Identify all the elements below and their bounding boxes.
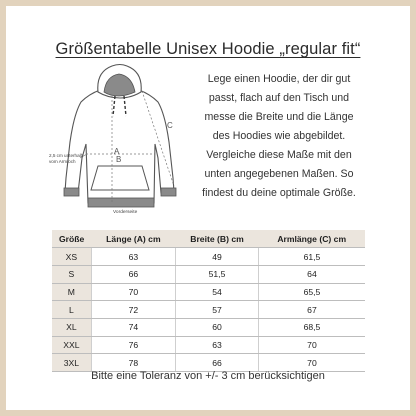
cell-sleeve: 64 <box>258 265 365 283</box>
cuff-right <box>161 188 176 196</box>
cell-length: 72 <box>91 301 175 319</box>
instructions-text: Lege einen Hoodie, der dir gut passt, flach auf den Tisch und messe die Breite und die Länge des Hoodies wie abgebildet. Vergleiche diese Maße mit den unten angegebenen Maßen. So findest du deine optimale Größe. <box>202 73 356 199</box>
label-b: B <box>116 155 122 164</box>
cell-size: XXL <box>52 336 91 354</box>
table-row <box>52 283 365 301</box>
table-row <box>52 318 365 336</box>
tolerance-note: Bitte eine Toleranz von +/- 3 cm berücksichtigen <box>91 370 325 382</box>
cell-sleeve: 67 <box>258 301 365 319</box>
cell-length: 70 <box>91 283 175 301</box>
cell-width: 51,5 <box>176 265 259 283</box>
cell-size: L <box>52 301 91 319</box>
cuff-left <box>64 188 79 196</box>
header-size: Größe <box>52 230 91 248</box>
hoodie-diagram <box>46 58 194 220</box>
cell-sleeve: 68,5 <box>258 318 365 336</box>
cell-width: 57 <box>176 301 259 319</box>
cell-size: XL <box>52 318 91 336</box>
cell-length: 66 <box>91 265 175 283</box>
cell-length: 76 <box>91 336 175 354</box>
measure-note: 2,5 cm unterhalb vom Armloch <box>49 153 84 164</box>
cell-sleeve: 70 <box>258 354 365 372</box>
table-row <box>52 248 365 266</box>
header-sleeve: Armlänge (C) cm <box>258 230 365 248</box>
table-header-row <box>52 230 365 248</box>
cell-sleeve: 70 <box>258 336 365 354</box>
table-row <box>52 265 365 283</box>
cell-sleeve: 65,5 <box>258 283 365 301</box>
cell-width: 49 <box>176 248 259 266</box>
size-table <box>52 230 365 372</box>
front-side-label: Vorderseite <box>113 210 138 215</box>
hoodie-body <box>65 90 174 203</box>
cell-size: S <box>52 265 91 283</box>
page-title: Größentabelle Unisex Hoodie „regular fit“ <box>55 40 361 58</box>
table-row <box>52 336 365 354</box>
cell-width: 54 <box>176 283 259 301</box>
cell-size: XS <box>52 248 91 266</box>
header-width: Breite (B) cm <box>176 230 259 248</box>
cell-width: 60 <box>176 318 259 336</box>
bottom-rib <box>88 198 154 207</box>
table-row <box>52 354 365 372</box>
label-c: C <box>167 121 173 130</box>
label-a: A <box>114 147 120 156</box>
cell-size: M <box>52 283 91 301</box>
cell-length: 74 <box>91 318 175 336</box>
cell-width: 63 <box>176 336 259 354</box>
cell-length: 78 <box>91 354 175 372</box>
cell-size: 3XL <box>52 354 91 372</box>
table-row <box>52 301 365 319</box>
cell-sleeve: 61,5 <box>258 248 365 266</box>
cell-length: 63 <box>91 248 175 266</box>
cell-width: 66 <box>176 354 259 372</box>
hoodie-illustration <box>46 58 194 220</box>
header-length: Länge (A) cm <box>91 230 175 248</box>
